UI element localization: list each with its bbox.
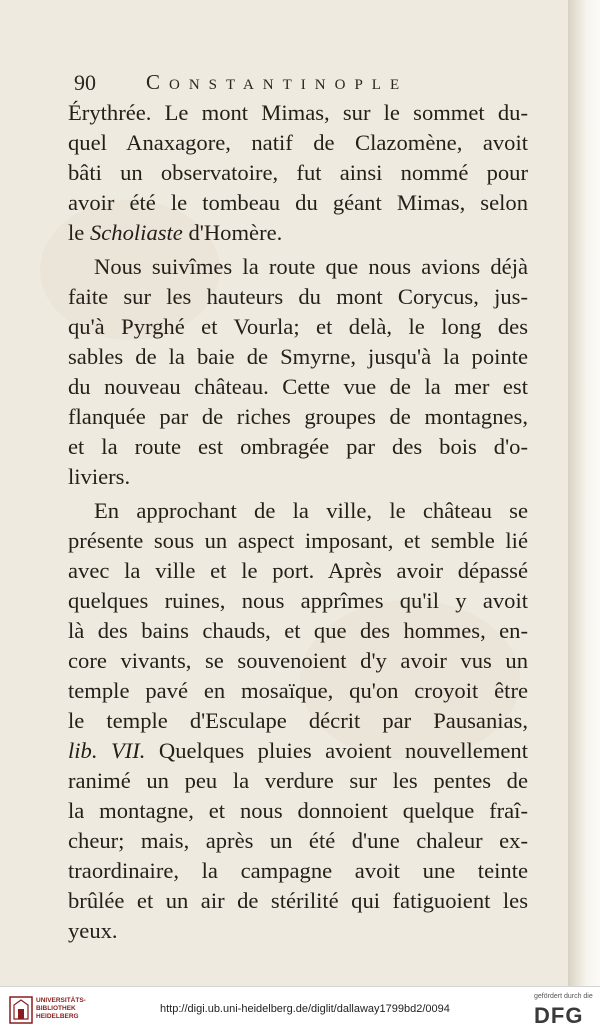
text-line bbox=[68, 218, 528, 248]
text-line: yeux. bbox=[68, 918, 118, 943]
page-number: 90 bbox=[74, 70, 96, 95]
text-line: sables de la baie de Smyrne, jusqu'à la pointe bbox=[68, 344, 528, 369]
text-line: présente sous un aspect imposant, et semble lié bbox=[68, 528, 528, 553]
text-line: quelques ruines, nous apprîmes qu'il y avoit bbox=[68, 588, 528, 613]
text-line: core vivants, se souvenoient d'y avoir vus un bbox=[68, 648, 528, 673]
text-line: traordinaire, la campagne avoit une teinte bbox=[68, 858, 528, 883]
text-line: ranimé un peu la verdure sur les pentes de bbox=[68, 768, 528, 793]
text-line: la montagne, et nous donnoient quelque fraî- bbox=[68, 798, 528, 823]
text-line: Érythrée. Le mont Mimas, sur le sommet du- bbox=[68, 100, 528, 125]
text-line: quel Anaxagore, natif de Clazomène, avoit bbox=[68, 130, 528, 155]
viewer-footer bbox=[0, 986, 600, 1032]
text-line: flanquée par de riches groupes de montagnes, bbox=[68, 404, 528, 429]
text-line: avoir été le tombeau du géant Mimas, selon bbox=[68, 190, 528, 215]
italic-term: Scholiaste bbox=[89, 220, 183, 245]
text-line: et la route est ombragée par des bois d'o- bbox=[68, 434, 528, 459]
text-line bbox=[68, 736, 528, 766]
paragraph-2 bbox=[68, 252, 528, 492]
running-title: Constantinople bbox=[146, 70, 409, 94]
text-line: Nous suivîmes la route que nous avions déjà bbox=[94, 254, 528, 279]
text-line: avec la ville et le port. Après avoir dépassé bbox=[68, 558, 528, 583]
library-name bbox=[36, 997, 126, 1021]
page-edge bbox=[568, 0, 600, 986]
library-line: HEIDELBERG bbox=[36, 1013, 79, 1020]
library-line: BIBLIOTHEK bbox=[36, 1005, 76, 1012]
text-line: le temple d'Esculape décrit par Pausanias, bbox=[68, 708, 528, 733]
funded-by-label: gefördert durch die bbox=[534, 993, 593, 1000]
paragraph-1 bbox=[68, 98, 528, 248]
text-line: brûlée et un air de stérilité qui fatiguoient les bbox=[68, 888, 528, 913]
page-body bbox=[68, 98, 528, 946]
text-line: du nouveau château. Cette vue de la mer est bbox=[68, 374, 528, 399]
text-fragment: d'Homère. bbox=[182, 220, 283, 245]
running-header bbox=[74, 70, 544, 100]
paragraph-3 bbox=[68, 496, 528, 946]
text-line: En approchant de la ville, le château se bbox=[94, 498, 528, 523]
text-line: là des bains chauds, et que des hommes, en- bbox=[68, 618, 528, 643]
text-fragment: Quelques pluies avoient nouvellement bbox=[145, 738, 529, 763]
text-line: cheur; mais, après un été d'une chaleur ex- bbox=[68, 828, 528, 853]
text-line: liviers. bbox=[68, 464, 131, 489]
text-line: faite sur les hauteurs du mont Corycus, jus- bbox=[68, 284, 528, 309]
text-line: temple pavé en mosaïque, qu'on croyoit être bbox=[68, 678, 528, 703]
permalink[interactable]: http://digi.ub.uni-heidelberg.de/diglit/dallaway1799bd2/0094 bbox=[160, 1003, 450, 1015]
text-fragment: le bbox=[68, 220, 90, 245]
text-line: qu'à Pyrghé et Vourla; et delà, le long des bbox=[68, 314, 528, 339]
text-line: bâti un observatoire, fut ainsi nommé pour bbox=[68, 160, 528, 185]
university-seal-icon bbox=[8, 995, 34, 1025]
library-line: UNIVERSITÄTS- bbox=[36, 997, 86, 1004]
dfg-logo: DFG bbox=[534, 1003, 584, 1028]
italic-reference: lib. VII. bbox=[68, 738, 146, 763]
